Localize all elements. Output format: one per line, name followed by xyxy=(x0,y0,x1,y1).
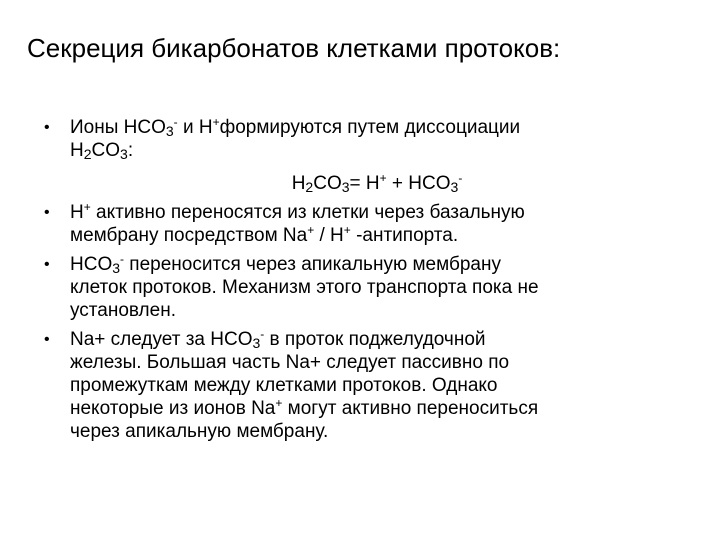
text-segment: H xyxy=(70,140,84,161)
superscript: - xyxy=(173,115,178,129)
bullet-line xyxy=(70,328,684,351)
bullet-line xyxy=(70,224,684,247)
text-segment: CO xyxy=(91,140,121,161)
superscript: + xyxy=(212,115,220,129)
text-segment: + HCO xyxy=(386,173,451,194)
text-segment: Na+ следует за HCO xyxy=(70,329,253,350)
text-segment: железы. Большая часть Na+ следует пассивно по xyxy=(70,352,510,373)
text-segment: : xyxy=(127,140,134,161)
text-segment: HCO xyxy=(70,254,113,275)
text-segment: могут активно переноситься xyxy=(282,398,539,419)
bullet-line xyxy=(70,351,684,374)
subscript: 3 xyxy=(252,335,261,351)
equation xyxy=(44,172,684,195)
subscript: 3 xyxy=(120,146,128,162)
subscript: 3 xyxy=(450,179,459,195)
superscript: - xyxy=(458,171,463,185)
text-segment: в проток поджелудочной xyxy=(264,329,486,350)
bullet-line xyxy=(70,374,684,397)
text-segment: H xyxy=(70,202,84,223)
text-segment: Ионы HCO xyxy=(70,117,166,138)
text-segment: формируются путем диссоциации xyxy=(219,117,521,138)
bullet-item-antiport xyxy=(44,201,684,247)
text-segment: -антипорта. xyxy=(350,225,459,246)
bullet-marker: • xyxy=(44,204,50,221)
bullet-line xyxy=(70,201,684,224)
superscript: + xyxy=(343,223,351,237)
bullet-line xyxy=(70,397,684,420)
bullet-line xyxy=(70,299,684,322)
text-segment: промежуткам между клетками протоков. Однако xyxy=(70,375,498,396)
text-segment: мембрану посредством Na xyxy=(70,225,308,246)
superscript: - xyxy=(260,327,265,341)
bullet-line xyxy=(70,276,684,299)
text-segment: некоторые из ионов Na xyxy=(70,398,276,419)
bullet-line xyxy=(70,420,684,443)
bullet-line xyxy=(70,116,684,139)
text-segment: через апикальную мембрану. xyxy=(70,421,329,442)
subscript: 3 xyxy=(341,179,350,195)
text-segment: активно переносятся из клетки через базальную xyxy=(90,202,525,223)
superscript: + xyxy=(379,171,387,185)
bullet-item-apical-transport xyxy=(44,253,684,322)
bullet-line xyxy=(70,253,684,276)
superscript: + xyxy=(307,223,315,237)
superscript: + xyxy=(275,396,283,410)
superscript: - xyxy=(120,252,125,266)
bullet-item-sodium xyxy=(44,328,684,443)
bullet-marker: • xyxy=(44,331,50,348)
text-segment: установлен. xyxy=(70,300,176,321)
slide-title: Секреция бикарбонатов клетками протоков: xyxy=(27,33,561,63)
text-segment: переносится через апикальную мембрану xyxy=(124,254,501,275)
subscript: 2 xyxy=(83,146,92,162)
bullet-marker: • xyxy=(44,256,50,273)
bullet-list xyxy=(44,116,684,443)
subscript: 3 xyxy=(112,260,121,276)
text-segment: / H xyxy=(314,225,344,246)
bullet-line xyxy=(70,139,684,162)
text-segment: H xyxy=(291,173,306,194)
text-segment: и H xyxy=(177,117,213,138)
subscript: 3 xyxy=(165,123,174,139)
bullet-marker: • xyxy=(44,119,50,136)
superscript: + xyxy=(83,200,91,214)
text-segment: = H xyxy=(349,173,380,194)
text-segment: клеток протоков. Механизм этого транспорта пока не xyxy=(70,277,539,298)
subscript: 2 xyxy=(305,179,314,195)
text-segment: CO xyxy=(313,173,342,194)
bullet-item-dissociation xyxy=(44,116,684,162)
